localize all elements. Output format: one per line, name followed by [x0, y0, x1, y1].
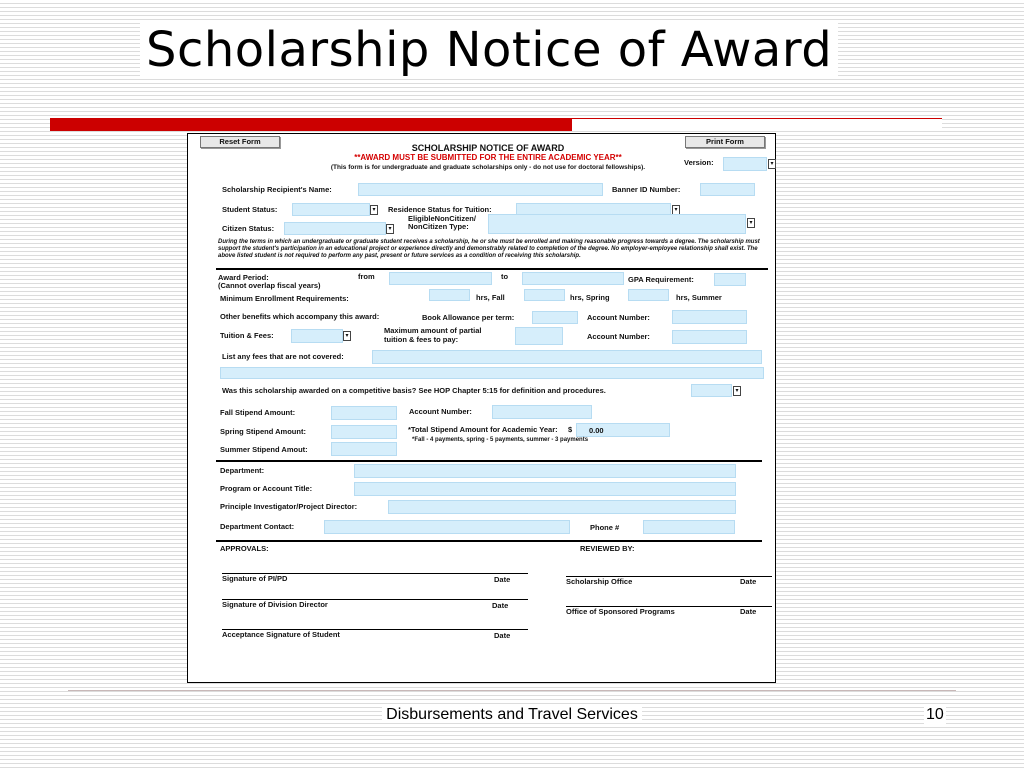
chevron-down-icon: ▾ — [747, 218, 755, 228]
chevron-down-icon: ▾ — [733, 386, 741, 396]
book-account-number-field[interactable] — [672, 310, 747, 324]
account-number-label-2: Account Number: — [587, 332, 650, 341]
form-subheading: **AWARD MUST BE SUBMITTED FOR THE ENTIRE ACADEMIC YEAR** — [354, 153, 622, 162]
total-stipend-field[interactable]: 0.00 — [576, 423, 670, 437]
student-status-label: Student Status: — [222, 205, 278, 214]
footer-label: Disbursements and Travel Services — [382, 706, 642, 723]
tuition-to-pay-label: tuition & fees to pay: — [384, 335, 459, 344]
footer-text — [0, 706, 1024, 724]
other-benefits-label: Other benefits which accompany this award: — [220, 312, 380, 321]
total-stipend-label: *Total Stipend Amount for Academic Year: — [408, 425, 558, 434]
noncitizen-type-select[interactable] — [488, 214, 746, 234]
summer-stipend-field[interactable] — [331, 442, 397, 456]
min-enrollment-label: Minimum Enrollment Requirements: — [220, 294, 349, 303]
date-label: Date — [494, 575, 511, 584]
reset-form-button[interactable]: Reset Form — [200, 136, 280, 148]
competitive-basis-label: Was this scholarship awarded on a competitive basis? See HOP Chapter 5:15 for definition and procedures. — [222, 386, 606, 395]
spring-hours-field[interactable] — [524, 289, 565, 301]
program-title-label: Program or Account Title: — [220, 484, 313, 493]
section-divider — [216, 460, 762, 462]
student-status-select[interactable] — [292, 203, 370, 216]
max-partial-field[interactable] — [515, 327, 563, 345]
account-number-label-3: Account Number: — [409, 407, 472, 416]
chevron-down-icon: ▾ — [768, 159, 776, 169]
book-allowance-label: Book Allowance per term: — [422, 313, 515, 322]
footer-rule — [68, 690, 956, 691]
currency-symbol: $ — [568, 425, 573, 434]
enrollment-notice: During the terms in which an undergraduate or graduate student receives a scholarship, he or she must be enrolled and making reasonable progress towards a degree. The scholarship must support the student's participation in an educational project or experience directly and demonstrably related to completion of the degree. No employer-employee relationship shall exist. The above listed student is not required to perform any past, present or future services as a condition of receiving this scholarship. — [218, 239, 760, 259]
gpa-requirement-field[interactable] — [714, 273, 746, 286]
tuition-account-number-field[interactable] — [672, 330, 747, 344]
recipient-name-label: Scholarship Recipient's Name: — [222, 185, 332, 194]
date-label: Date — [740, 607, 757, 616]
version-select[interactable] — [723, 157, 767, 171]
hrs-fall-label: hrs, Fall — [476, 293, 505, 302]
program-title-field[interactable] — [354, 482, 736, 496]
summer-hours-field[interactable] — [628, 289, 669, 301]
signature-student-label: Acceptance Signature of Student — [222, 630, 340, 639]
section-divider — [216, 540, 762, 542]
hrs-summer-label: hrs, Summer — [676, 293, 722, 302]
fees-not-covered-field-1[interactable] — [372, 350, 762, 364]
noncitizen-type-label: NonCitizen Type: — [408, 222, 469, 231]
award-to-field[interactable] — [522, 272, 624, 285]
tuition-fees-label: Tuition & Fees: — [220, 331, 274, 340]
department-contact-label: Department Contact: — [220, 522, 295, 531]
form-note: (This form is for undergraduate and graduate scholarships only - do not use for doctoral fellowships). — [330, 164, 646, 171]
fall-stipend-field[interactable] — [331, 406, 397, 420]
award-from-field[interactable] — [389, 272, 492, 285]
pi-field[interactable] — [388, 500, 736, 514]
payments-note: *Fall - 4 payments, spring - 5 payments, summer - 3 payments — [412, 437, 589, 443]
sponsored-programs-label: Office of Sponsored Programs — [566, 607, 675, 616]
residence-status-label: Residence Status for Tuition: — [388, 205, 492, 214]
scholarship-office-label: Scholarship Office — [566, 577, 633, 586]
fees-not-covered-label: List any fees that are not covered: — [222, 352, 344, 361]
gpa-requirement-label: GPA Requirement: — [628, 275, 694, 284]
phone-label: Phone # — [590, 523, 620, 532]
title-accent-bar — [50, 118, 572, 131]
tuition-fees-select[interactable] — [291, 329, 343, 343]
to-label: to — [501, 272, 509, 281]
competitive-basis-select[interactable] — [691, 384, 732, 397]
fees-not-covered-field-2[interactable] — [220, 367, 764, 379]
department-contact-field[interactable] — [324, 520, 570, 534]
max-partial-label: Maximum amount of partial — [384, 326, 482, 335]
date-label: Date — [740, 577, 757, 586]
slide-title: Scholarship Notice of Award — [140, 22, 838, 78]
approvals-heading: APPROVALS: — [220, 544, 269, 553]
chevron-down-icon: ▾ — [370, 205, 378, 215]
spring-stipend-label: Spring Stipend Amount: — [220, 427, 306, 436]
citizen-status-select[interactable] — [284, 222, 386, 235]
chevron-down-icon: ▾ — [672, 205, 680, 215]
signature-pi-label: Signature of PI/PD — [222, 574, 288, 583]
title-rule — [572, 118, 942, 131]
citizen-status-label: Citizen Status: — [222, 224, 275, 233]
summer-stipend-label: Summer Stipend Amout: — [220, 445, 308, 454]
date-label: Date — [494, 631, 511, 640]
version-label: Version: — [684, 158, 714, 167]
hrs-spring-label: hrs, Spring — [570, 293, 610, 302]
banner-id-field[interactable] — [700, 183, 755, 196]
chevron-down-icon: ▾ — [343, 331, 351, 341]
award-period-sublabel: (Cannot overlap fiscal years) — [218, 281, 321, 290]
print-form-button[interactable]: Print Form — [685, 136, 765, 148]
department-label: Department: — [220, 466, 265, 475]
department-field[interactable] — [354, 464, 736, 478]
signature-division-label: Signature of Division Director — [222, 600, 328, 609]
from-label: from — [358, 272, 375, 281]
account-number-label: Account Number: — [587, 313, 650, 322]
pi-label: Principle Investigator/Project Director: — [220, 502, 358, 511]
phone-field[interactable] — [643, 520, 735, 534]
book-allowance-field[interactable] — [532, 311, 578, 324]
fall-hours-field[interactable] — [429, 289, 470, 301]
banner-id-label: Banner ID Number: — [612, 185, 681, 194]
stipend-account-number-field[interactable] — [492, 405, 592, 419]
date-label: Date — [492, 601, 509, 610]
eligible-noncitizen-label: EligibleNonCitizen/ — [408, 214, 476, 223]
fall-stipend-label: Fall Stipend Amount: — [220, 408, 296, 417]
page-number: 10 — [926, 706, 944, 723]
form-heading: SCHOLARSHIP NOTICE OF AWARD — [411, 143, 565, 153]
award-period-label: Award Period: — [218, 273, 269, 282]
reviewed-by-heading: REVIEWED BY: — [580, 544, 635, 553]
chevron-down-icon: ▾ — [386, 224, 394, 234]
recipient-name-field[interactable] — [358, 183, 603, 196]
section-divider — [216, 268, 768, 270]
scholarship-form — [187, 133, 776, 683]
spring-stipend-field[interactable] — [331, 425, 397, 439]
